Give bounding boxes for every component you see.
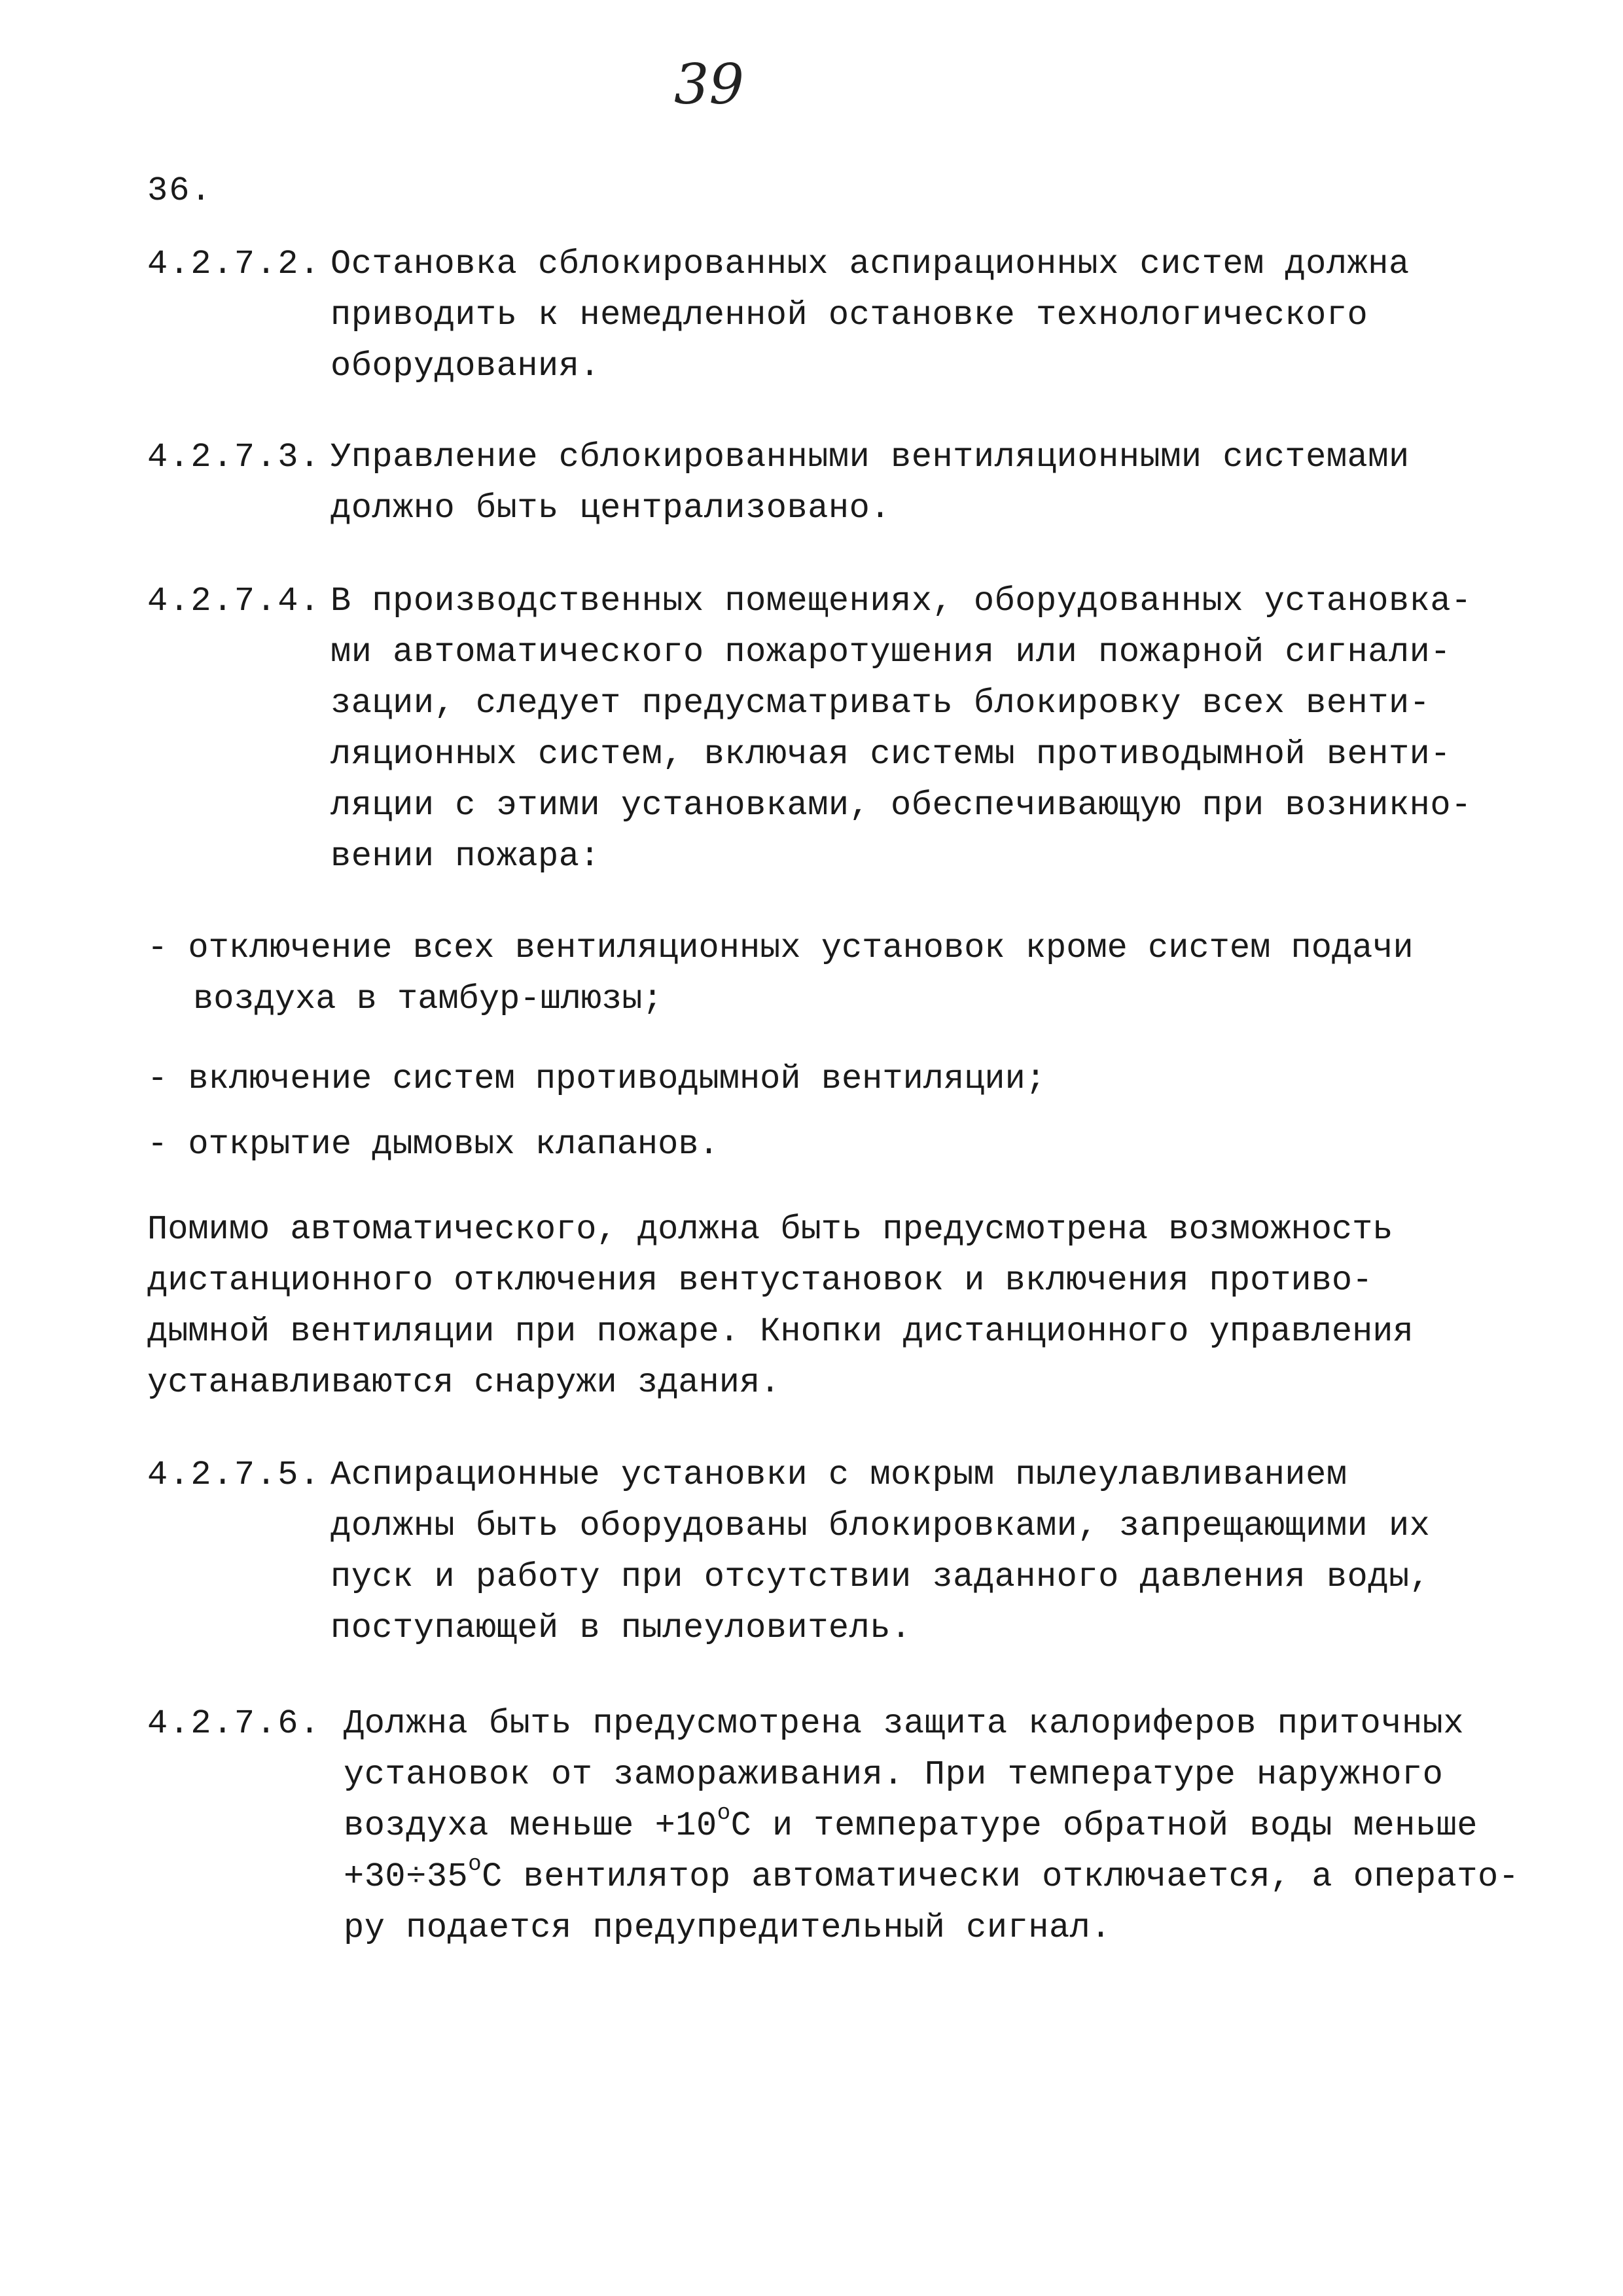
text-line: В производственных помещениях, оборудованных установка- — [330, 582, 1472, 620]
handwritten-page-number: 39 — [674, 52, 744, 117]
text-fragment: +30÷35 — [344, 1857, 469, 1896]
bullet-line: - включение систем противодымной вентиляции; — [147, 1060, 1046, 1098]
text-line: поступающей в пылеуловитель. — [330, 1609, 912, 1647]
text-line: ми автоматического пожаротушения или пожарной сигнали- — [330, 633, 1452, 672]
text-line — [344, 1801, 1587, 1852]
degree-sign: о — [717, 1801, 731, 1826]
section-text — [330, 432, 1574, 534]
text-line: дымной вентиляции при пожаре. Кнопки дистанционного управления — [147, 1312, 1414, 1351]
bullet-item — [147, 1119, 1476, 1170]
section-number: 4.2.7.2. — [147, 245, 321, 283]
typed-page-number: 36. — [147, 171, 213, 210]
text-line: ляции с этими установками, обеспечивающую при возникно- — [330, 786, 1472, 825]
text-fragment: С вентилятор автоматически отключается, а операто- — [482, 1857, 1520, 1896]
text-line: Помимо автоматического, должна быть предусмотрена возможность — [147, 1210, 1393, 1249]
text-line: вении пожара: — [330, 837, 601, 876]
bullet-line: - отключение всех вентиляционных установок кроме систем подачи — [147, 929, 1414, 967]
text-line: ляционных систем, включая системы противодымной венти- — [330, 735, 1452, 774]
text-line: установок от замораживания. При температуре наружного — [344, 1755, 1444, 1794]
text-line: Аспирационные установки с мокрым пылеулавливанием — [330, 1456, 1347, 1494]
text-line: Управление сблокированными вентиляционными системами — [330, 438, 1410, 476]
bullet-line: - открытие дымовых клапанов. — [147, 1125, 719, 1164]
bullet-item — [147, 923, 1476, 1025]
section-text — [330, 1450, 1574, 1654]
section-number: 4.2.7.5. — [147, 1456, 321, 1494]
text-line: устанавливаются снаружи здания. — [147, 1363, 781, 1402]
section-4-2-7-2 — [147, 239, 1476, 396]
section-text — [344, 1698, 1587, 1954]
section-text — [330, 576, 1574, 882]
text-fragment: С и температуре обратной воды меньше — [730, 1806, 1478, 1845]
section-text — [330, 239, 1574, 392]
text-fragment: воздуха меньше +10 — [344, 1806, 717, 1845]
text-line: пуск и работу при отсутствии заданного давления воды, — [330, 1558, 1431, 1596]
bullet-line: воздуха в тамбур-шлюзы; — [193, 980, 663, 1018]
text-line: оборудования. — [330, 347, 601, 386]
section-4-2-7-5 — [147, 1450, 1476, 1659]
text-line: зации, следует предусматривать блокировку всех венти- — [330, 684, 1431, 723]
text-line: должно быть централизовано. — [330, 489, 891, 528]
text-line: ру подается предупредительный сигнал. — [344, 1909, 1112, 1947]
section-number: 4.2.7.3. — [147, 438, 321, 476]
text-line: должны быть оборудованы блокировками, запрещающими их — [330, 1507, 1431, 1545]
degree-sign: о — [468, 1852, 482, 1877]
text-line — [344, 1852, 1587, 1903]
section-4-2-7-4 — [147, 576, 1476, 884]
section-number: 4.2.7.4. — [147, 582, 321, 620]
text-line: дистанционного отключения вентустановок и включения противо- — [147, 1261, 1373, 1300]
text-line: Должна быть предусмотрена защита калориферов приточных — [344, 1704, 1465, 1743]
bullet-item — [147, 1054, 1476, 1105]
section-4-2-7-6 — [147, 1698, 1520, 1960]
section-number: 4.2.7.6. — [147, 1704, 321, 1743]
text-line: приводить к немедленной остановке технологического — [330, 296, 1368, 334]
section-4-2-7-3 — [147, 432, 1476, 537]
text-line: Остановка сблокированных аспирационных систем должна — [330, 245, 1410, 283]
paragraph-remote-control — [147, 1204, 1476, 1408]
